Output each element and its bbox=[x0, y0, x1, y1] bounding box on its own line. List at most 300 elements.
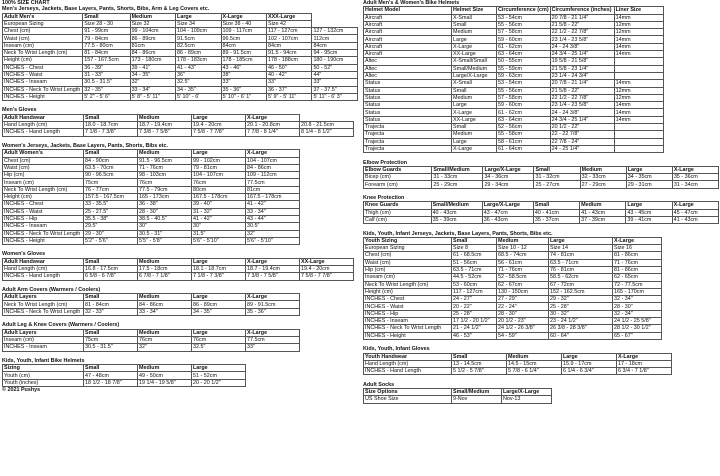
table-cell: 56 - 61cm bbox=[497, 259, 549, 266]
table-cell: 29 - 34cm bbox=[483, 181, 534, 188]
table-cell: Size 8 bbox=[452, 245, 497, 252]
table-row bbox=[364, 332, 662, 339]
table-row bbox=[364, 209, 719, 216]
table-cell: Status bbox=[364, 116, 452, 123]
table-cell: 5'2" - 5'6" bbox=[84, 237, 138, 244]
size-table bbox=[2, 149, 300, 245]
table-cell: Circumference (inches) bbox=[550, 7, 614, 14]
table-cell: X-Large bbox=[672, 202, 718, 209]
table-row bbox=[364, 51, 664, 58]
table-cell: 33 - 34" bbox=[138, 308, 192, 315]
table-row bbox=[364, 29, 664, 36]
table-row bbox=[3, 223, 300, 230]
table-cell: Thigh (cm) bbox=[364, 209, 432, 216]
table-cell: 76cm bbox=[138, 336, 192, 343]
table-cell: 18.7 - 19.4cm bbox=[138, 122, 192, 129]
table-cell: Small bbox=[84, 294, 138, 301]
table-cell: Neck To Wrist Length (cm) bbox=[3, 186, 84, 193]
table-cell: 109 - 117cm bbox=[221, 28, 266, 35]
table-cell: Size 42 bbox=[266, 20, 311, 27]
table-cell: Hip (cm) bbox=[3, 172, 84, 179]
table-cell: INCHES - Neck To Wrist Length bbox=[3, 230, 84, 237]
table-cell: 54 - 59" bbox=[497, 332, 549, 339]
table-cell: Small bbox=[84, 365, 138, 372]
table-cell: 71 - 76cm bbox=[613, 259, 662, 266]
size-table bbox=[2, 13, 358, 102]
table-cell: 31 - 32cm bbox=[534, 174, 580, 181]
table-cell: Medium bbox=[138, 365, 192, 372]
section-heading-women-s-jerseys-jackets-base-layers-pant: Women's Jerseys, Jackets, Base Layers, Pants, Shorts, Bibs etc. bbox=[2, 142, 168, 149]
table-row bbox=[3, 20, 358, 27]
table-cell: 32 - 34" bbox=[613, 310, 662, 317]
table-cell: 14.5 - 15cm bbox=[507, 360, 562, 367]
table-cell: 117 - 127cm bbox=[266, 28, 311, 35]
table-cell: Youth (cm) bbox=[3, 372, 84, 379]
table-cell: 102 - 107cm bbox=[266, 35, 311, 42]
table-cell: Status bbox=[364, 109, 452, 116]
table-cell: Medium bbox=[580, 166, 626, 173]
table-row bbox=[3, 265, 354, 272]
table-cell: 5' 11" - 6' 3" bbox=[312, 93, 358, 100]
table-cell: Large bbox=[192, 365, 246, 372]
table-row bbox=[364, 274, 662, 281]
table-cell: 29 - 31cm bbox=[626, 181, 672, 188]
table-cell: Helmet Model bbox=[364, 7, 452, 14]
table-cell: 55 - 58cm bbox=[497, 131, 551, 138]
table-cell: 72 - 77.5cm bbox=[613, 281, 662, 288]
table-cell: 30" bbox=[192, 223, 246, 230]
table-cell: 63.5 - 71cm bbox=[452, 266, 497, 273]
table-cell: 23 1/4 - 23 5/8" bbox=[550, 102, 614, 109]
table-header-row bbox=[3, 13, 358, 20]
table-row bbox=[364, 288, 662, 295]
table-cell: 32" bbox=[246, 230, 300, 237]
section-heading-adult-socks: Adult Socks bbox=[363, 381, 395, 388]
table-cell: 24 3/4 - 25 1/4" bbox=[550, 51, 614, 58]
table-cell: Sizing bbox=[3, 365, 84, 372]
table-cell: 24 - 27" bbox=[452, 296, 497, 303]
table-row bbox=[3, 42, 358, 49]
table-cell: 86 - 89cm bbox=[192, 301, 246, 308]
table-cell: 29 - 32" bbox=[549, 296, 613, 303]
table-cell: INCHES - Waist bbox=[3, 71, 83, 78]
table-cell: Adult Layers bbox=[3, 294, 84, 301]
table-cell: 165 - 173cm bbox=[138, 194, 192, 201]
table-cell: 117 - 127cm bbox=[452, 288, 497, 295]
table-row bbox=[3, 237, 300, 244]
section-heading-2021-pushys: © 2021 Pushys bbox=[2, 387, 41, 394]
table-cell: Large bbox=[192, 329, 246, 336]
table-row bbox=[364, 138, 664, 145]
table-cell: 63.5 - 70cm bbox=[84, 164, 138, 171]
table-row bbox=[3, 129, 354, 136]
table-cell: Aircraft bbox=[364, 36, 452, 43]
table-cell bbox=[614, 138, 663, 145]
table-cell: Adult Women's bbox=[3, 150, 84, 157]
table-cell: Knee Guards bbox=[364, 202, 432, 209]
table-cell: 17 1/2 - 20 1/2" bbox=[452, 318, 497, 325]
table-cell: 32.5" bbox=[176, 79, 221, 86]
table-cell: 5 1/2 - 5 7/8" bbox=[452, 368, 507, 375]
table-cell: 35 - 39cm bbox=[431, 216, 482, 223]
table-cell: X-Large bbox=[246, 329, 300, 336]
table-row bbox=[3, 208, 300, 215]
table-cell: Inseam (cm) bbox=[364, 274, 452, 281]
table-cell: 43 - 45cm bbox=[626, 209, 672, 216]
table-cell: 19 5/8 - 21 5/8" bbox=[550, 58, 614, 65]
table-cell: 89 - 91.5cm bbox=[246, 301, 300, 308]
table-cell: 24 1/2 - 25 5/8" bbox=[613, 318, 662, 325]
table-cell: 90 - 96.5cm bbox=[84, 172, 138, 179]
table-cell: 38" bbox=[221, 71, 266, 78]
table-row bbox=[3, 336, 300, 343]
table-cell: Inseam (cm) bbox=[3, 179, 84, 186]
table-cell: 37 - 39cm bbox=[580, 216, 626, 223]
table-cell: Medium bbox=[497, 237, 549, 244]
table-cell: 104 - 107cm bbox=[192, 172, 246, 179]
table-cell: Medium bbox=[138, 150, 192, 157]
table-cell: INCHES - Chest bbox=[364, 296, 452, 303]
table-cell: Large bbox=[626, 166, 672, 173]
table-cell: 7 3/8 - 7 5/8" bbox=[246, 273, 300, 280]
table-header-row bbox=[364, 7, 664, 14]
table-cell: 36" bbox=[176, 71, 221, 78]
table-cell: Status bbox=[364, 102, 452, 109]
table-cell: 32 - 35" bbox=[83, 86, 130, 93]
table-cell: 43 - 44" bbox=[246, 215, 300, 222]
table-cell: 12mm bbox=[614, 94, 663, 101]
table-cell: Size Options bbox=[364, 389, 452, 396]
table-cell: Chest (cm) bbox=[3, 157, 84, 164]
table-cell: 99 - 102cm bbox=[192, 157, 246, 164]
table-cell: Small/Medium bbox=[452, 65, 497, 72]
table-cell: 46 - 50" bbox=[266, 64, 311, 71]
table-header-row bbox=[3, 150, 300, 157]
table-cell: Small bbox=[533, 202, 579, 209]
table-cell: X-Large bbox=[613, 237, 662, 244]
table-cell: INCHES - Inseam bbox=[3, 344, 84, 351]
table-cell: 53 - 54cm bbox=[497, 80, 551, 87]
table-cell bbox=[614, 72, 663, 79]
table-row bbox=[3, 372, 246, 379]
table-cell: 44.5 - 52cm bbox=[452, 274, 497, 281]
table-cell: 35 - 36" bbox=[221, 86, 266, 93]
table-cell: X-Large bbox=[246, 258, 300, 265]
left-column bbox=[2, 0, 358, 393]
table-cell: Size 34 bbox=[176, 20, 221, 27]
section-heading-kids-youth-infant-jerseys-jackets-base-l: Kids, Youth, Infant Jerseys, Jackets, Base Layers, Pants, Shorts, Bibs etc. bbox=[363, 230, 553, 237]
table-cell: Aircraft bbox=[364, 51, 452, 58]
table-cell: Youth Sizing bbox=[364, 237, 452, 244]
table-cell: 20 7/8 - 21 1/4" bbox=[550, 14, 614, 21]
table-cell: 33 - 34" bbox=[130, 86, 175, 93]
table-cell: Small bbox=[83, 13, 130, 20]
table-cell: Inseam (cm) bbox=[3, 42, 83, 49]
size-table bbox=[2, 329, 300, 352]
table-cell: INCHES - Hip bbox=[3, 215, 84, 222]
table-cell: 58 - 61cm bbox=[497, 138, 551, 145]
table-cell: Waist (cm) bbox=[3, 35, 83, 42]
table-cell: 28 - 30" bbox=[497, 310, 549, 317]
table-cell: X-Large bbox=[452, 109, 497, 116]
table-cell: Large/X-Large bbox=[482, 202, 533, 209]
table-row bbox=[3, 194, 300, 201]
table-cell: INCHES - Waist bbox=[3, 208, 84, 215]
table-cell: 29.5" bbox=[84, 223, 138, 230]
table-cell: 86 - 89cm bbox=[176, 50, 221, 57]
table-cell: 41 - 43" bbox=[176, 64, 221, 71]
table-cell: 35 - 37cm bbox=[533, 216, 579, 223]
table-cell: 63.5 - 71cm bbox=[549, 259, 613, 266]
table-cell: Large bbox=[192, 150, 246, 157]
table-cell: Hand Length (cm) bbox=[3, 122, 84, 129]
table-cell: INCHES - Hand Length bbox=[3, 129, 84, 136]
size-table bbox=[363, 201, 719, 224]
table-cell: 44" bbox=[312, 71, 358, 78]
section-heading-adult-leg-knee-covers-warmers-coolers: Adult Leg & Knee Covers (Warmers / Coolers) bbox=[2, 322, 120, 329]
table-cell: X-Small/Small bbox=[452, 58, 497, 65]
table-row bbox=[364, 72, 664, 79]
table-row bbox=[364, 109, 664, 116]
table-cell: 33" bbox=[312, 79, 358, 86]
table-row bbox=[3, 164, 300, 171]
table-cell: 36 - 37" bbox=[266, 86, 311, 93]
table-cell: Large bbox=[626, 202, 672, 209]
table-cell: 77.5cm bbox=[246, 179, 300, 186]
table-cell: 6 1/4 - 6 3/4" bbox=[562, 368, 617, 375]
size-table bbox=[363, 237, 662, 340]
table-cell: Large/X-Large bbox=[502, 389, 552, 396]
table-cell: 22 - 24" bbox=[497, 303, 549, 310]
table-cell: 53 - 60cm bbox=[452, 281, 497, 288]
table-cell: 5' 2" - 5' 6" bbox=[83, 93, 130, 100]
table-cell: 12mm bbox=[614, 87, 663, 94]
size-table bbox=[2, 258, 354, 281]
table-row bbox=[3, 344, 300, 351]
table-cell: 26 3/8 - 28 3/8" bbox=[549, 325, 613, 332]
table-cell: 7 7/8 - 8 1/4" bbox=[246, 129, 300, 136]
table-row bbox=[364, 318, 662, 325]
table-cell: INCHES - Inseam bbox=[3, 223, 84, 230]
table-cell: 41 - 42" bbox=[246, 201, 300, 208]
table-cell: 51 - 52cm bbox=[192, 372, 246, 379]
table-cell: 68.5 - 74cm bbox=[497, 252, 549, 259]
table-cell: 7 5/8 - 7 7/8" bbox=[300, 273, 354, 280]
table-cell: X-Large bbox=[452, 43, 497, 50]
table-cell: Helmet Size bbox=[452, 7, 497, 14]
table-cell: 5'6" - 5'10" bbox=[192, 237, 246, 244]
table-cell: Trajecta bbox=[364, 138, 452, 145]
table-cell: Trajecta bbox=[364, 145, 452, 152]
table-cell: INCHES - Hand Length bbox=[364, 368, 452, 375]
table-cell: US Shoe Size bbox=[364, 396, 452, 403]
table-cell: Status bbox=[364, 94, 452, 101]
table-cell: 81 - 86cm bbox=[613, 252, 662, 259]
table-cell: INCHES - Neck To Wrist Length bbox=[364, 325, 452, 332]
table-row bbox=[364, 259, 662, 266]
table-cell: 49 - 50cm bbox=[138, 372, 192, 379]
table-cell: 30 - 32" bbox=[549, 310, 613, 317]
table-row bbox=[3, 28, 358, 35]
table-header-row bbox=[3, 114, 354, 121]
table-cell: Adult Layers bbox=[3, 329, 84, 336]
right-column bbox=[363, 0, 719, 404]
table-cell: 21 5/8 - 23 1/4" bbox=[550, 65, 614, 72]
table-row bbox=[3, 201, 300, 208]
table-cell: Size 16 bbox=[613, 245, 662, 252]
table-cell: 55 - 56cm bbox=[497, 87, 551, 94]
table-cell: 91.5 - 96.5cm bbox=[138, 157, 192, 164]
table-cell: Small bbox=[534, 166, 580, 173]
table-cell: Medium bbox=[138, 258, 192, 265]
table-cell bbox=[614, 58, 663, 65]
section-heading-kids-youth-infant-gloves: Kids, Youth, Infant Gloves bbox=[363, 346, 430, 353]
table-row bbox=[364, 58, 664, 65]
table-cell: 24 1/2 - 26 3/8" bbox=[497, 325, 549, 332]
table-row bbox=[3, 71, 358, 78]
table-cell: 25 - 28" bbox=[549, 303, 613, 310]
size-table bbox=[363, 353, 672, 376]
table-cell: 62 - 67cm bbox=[497, 281, 549, 288]
table-cell: Large bbox=[192, 294, 246, 301]
table-cell: Size 38 - 40 bbox=[221, 20, 266, 27]
table-cell: 33 - 34" bbox=[246, 208, 300, 215]
table-cell: 24 - 25 1/4" bbox=[550, 145, 614, 152]
table-cell: Hip (cm) bbox=[364, 266, 452, 273]
table-cell: INCHES - Hand Length bbox=[3, 273, 84, 280]
table-cell: 20 1/2 - 22" bbox=[550, 124, 614, 131]
table-cell: 43 - 47cm bbox=[482, 209, 533, 216]
table-cell: 17 - 18cm bbox=[617, 360, 672, 367]
table-row bbox=[3, 64, 358, 71]
table-cell: 21 - 24 1/2" bbox=[452, 325, 497, 332]
table-cell: X-Large bbox=[246, 114, 300, 121]
table-cell: INCHES - Inseam bbox=[3, 79, 83, 86]
table-cell: Small bbox=[452, 353, 507, 360]
table-row bbox=[3, 122, 354, 129]
table-cell bbox=[614, 145, 663, 152]
table-cell: 20 7/8 - 21 1/4" bbox=[550, 80, 614, 87]
table-cell: 31.5" bbox=[192, 230, 246, 237]
table-cell: 60 - 64" bbox=[549, 332, 613, 339]
table-cell: Small bbox=[452, 237, 497, 244]
table-cell: 29 - 30" bbox=[84, 230, 138, 237]
section-heading-adult-arm-covers-warmers-coolers: Adult Arm Covers (Warmers / Coolers) bbox=[2, 286, 101, 293]
table-cell: 76cm bbox=[138, 179, 192, 186]
table-cell: Large bbox=[176, 13, 221, 20]
table-cell: 33" bbox=[246, 344, 300, 351]
table-cell: Waist (cm) bbox=[364, 259, 452, 266]
table-cell: 27 - 29" bbox=[497, 296, 549, 303]
table-row bbox=[3, 57, 358, 64]
table-cell: X-Large bbox=[246, 150, 300, 157]
table-cell: 79 - 81cm bbox=[192, 164, 246, 171]
table-row bbox=[364, 36, 664, 43]
table-cell: 8 1/4 - 8 1/2" bbox=[300, 129, 354, 136]
table-cell: Size 28 - 30 bbox=[83, 20, 130, 27]
table-header-row bbox=[3, 294, 300, 301]
table-cell: Calf (cm) bbox=[364, 216, 432, 223]
table-cell: 18.7 - 19.4cm bbox=[246, 265, 300, 272]
table-cell: 178 - 188cm bbox=[266, 57, 311, 64]
table-cell: 33" bbox=[221, 79, 266, 86]
table-cell: Aircraft bbox=[364, 14, 452, 21]
table-cell: 76 - 81cm bbox=[549, 266, 613, 273]
table-cell: Small bbox=[452, 124, 497, 131]
table-cell: 62 - 65cm bbox=[613, 274, 662, 281]
table-cell: 86 - 89cm bbox=[130, 35, 175, 42]
table-cell: 18.1 - 18.7cm bbox=[192, 265, 246, 272]
table-row bbox=[3, 273, 354, 280]
table-cell: 9-Nov bbox=[452, 396, 502, 403]
size-table bbox=[363, 166, 719, 189]
table-cell: 24 - 24 3/8" bbox=[550, 109, 614, 116]
table-cell: 35 - 36" bbox=[246, 308, 300, 315]
table-row bbox=[364, 296, 662, 303]
table-cell: Hand Length (cm) bbox=[364, 360, 452, 367]
table-cell: INCHES - Hip bbox=[364, 310, 452, 317]
table-header-row bbox=[364, 202, 719, 209]
table-cell: Bicep (cm) bbox=[364, 174, 432, 181]
table-cell: 79 - 84cm bbox=[83, 35, 130, 42]
table-cell: 39 - 40" bbox=[192, 201, 246, 208]
table-cell: Adult Men's bbox=[3, 13, 83, 20]
table-cell: 36 - 43cm bbox=[482, 216, 533, 223]
table-cell: INCHES - Waist bbox=[364, 303, 452, 310]
table-cell: X-Small bbox=[452, 14, 497, 21]
table-cell: Liner Size bbox=[614, 7, 663, 14]
table-cell: 23 1/4 - 23 5/8" bbox=[550, 36, 614, 43]
table-cell: 61 - 68.5cm bbox=[452, 252, 497, 259]
table-header-row bbox=[364, 389, 552, 396]
table-row bbox=[364, 124, 664, 131]
table-cell: 152 - 162.5cm bbox=[549, 288, 613, 295]
table-cell: 13 - 14.5cm bbox=[452, 360, 507, 367]
table-cell: 27 - 29cm bbox=[580, 181, 626, 188]
table-cell: 32" bbox=[138, 344, 192, 351]
table-cell: 19.4 - 20cm bbox=[300, 265, 354, 272]
table-cell: Circumference (cm) bbox=[498, 7, 549, 14]
table-row bbox=[3, 379, 246, 386]
table-cell: 35 - 36cm bbox=[672, 174, 718, 181]
table-row bbox=[364, 43, 664, 50]
table-cell: Neck To Wrist Length (cm) bbox=[364, 281, 452, 288]
table-cell: 77.5 - 79cm bbox=[138, 186, 192, 193]
table-cell: 23 1/4 - 24 3/4" bbox=[550, 72, 614, 79]
table-cell: 57 - 58cm bbox=[497, 29, 551, 36]
table-cell: Medium bbox=[452, 94, 497, 101]
table-cell: Size 10 - 12 bbox=[497, 245, 549, 252]
table-cell: 30.5 - 31.5" bbox=[83, 79, 130, 86]
table-cell: Large bbox=[192, 258, 246, 265]
table-cell: Large bbox=[562, 353, 617, 360]
table-cell: 99 - 104cm bbox=[130, 28, 175, 35]
table-cell: 28 1/2 - 30 1/2" bbox=[613, 325, 662, 332]
table-cell: Adult Handwear bbox=[3, 114, 84, 121]
table-cell: 30.5 - 31" bbox=[138, 230, 192, 237]
size-table bbox=[363, 388, 552, 404]
table-cell: Small/Medium bbox=[431, 202, 482, 209]
table-cell: 167.5 - 178cm bbox=[192, 194, 246, 201]
table-cell bbox=[614, 131, 663, 138]
table-cell: 25 - 27.5" bbox=[84, 208, 138, 215]
table-cell: 81cm bbox=[130, 42, 175, 49]
table-cell: INCHES - Height bbox=[3, 237, 84, 244]
table-cell: Medium bbox=[452, 29, 497, 36]
table-cell: 41 - 43cm bbox=[580, 209, 626, 216]
table-cell: 14mm bbox=[614, 14, 663, 21]
table-cell: 32 - 34" bbox=[613, 296, 662, 303]
